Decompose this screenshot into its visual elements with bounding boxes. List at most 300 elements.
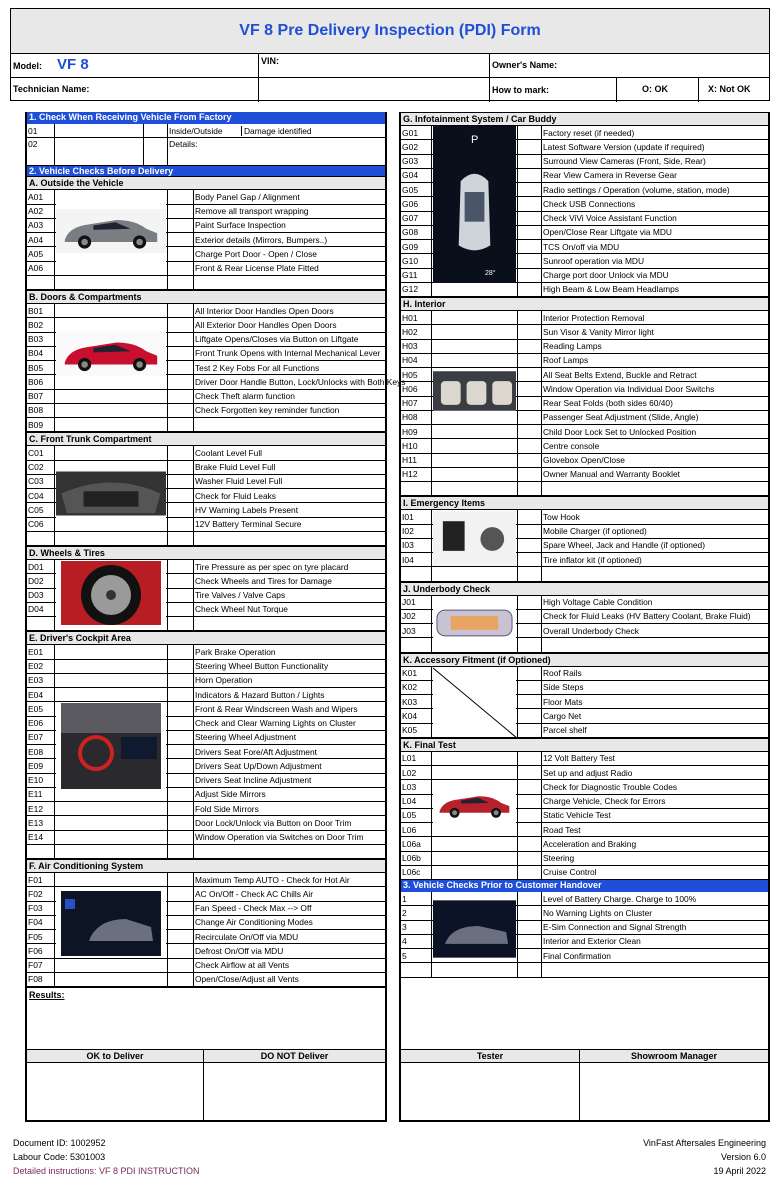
item-description: Tire Pressure as per spec on tyre placard: [195, 561, 349, 572]
mark-cell[interactable]: [517, 667, 541, 680]
item-code: F05: [28, 931, 43, 942]
mark-cell[interactable]: [167, 845, 193, 858]
mark-cell[interactable]: [517, 439, 541, 452]
mark-cell[interactable]: [517, 368, 541, 381]
item-description: Centre console: [543, 440, 600, 451]
item-code: E13: [28, 817, 44, 828]
mark-cell[interactable]: [517, 126, 541, 139]
item-code: L06a: [402, 838, 421, 849]
item-code: H01: [402, 312, 418, 323]
mark-cell[interactable]: [517, 539, 541, 552]
mark-cell[interactable]: [517, 795, 541, 808]
item-code: K02: [402, 682, 418, 693]
item-description: Check for Fluid Leaks: [195, 490, 276, 501]
item-code: C02: [28, 462, 44, 473]
item-description: Charge Port Door - Open / Close: [195, 248, 317, 259]
org-name: VinFast Aftersales Engineering: [643, 1138, 766, 1148]
item-code: G01: [402, 127, 419, 138]
mark-cell[interactable]: [517, 397, 541, 410]
model-value: VF 8: [57, 56, 89, 73]
tester-signature-box[interactable]: [401, 1064, 579, 1120]
mark-cell[interactable]: [517, 624, 541, 637]
item-description: Front & Rear License Plate Fitted: [195, 263, 319, 274]
item-description: Passenger Seat Adjustment (Slide, Angle): [543, 412, 699, 423]
item-description: Fan Speed - Check Max --> Off: [195, 903, 312, 914]
mark-cell[interactable]: [167, 759, 193, 772]
item-description: High Voltage Cable Condition: [543, 597, 653, 608]
item-code: B01: [28, 305, 44, 316]
item-description: Check and Clear Warning Lights on Cluster: [195, 718, 356, 729]
mark-cell[interactable]: [167, 902, 193, 915]
mark-cell[interactable]: [167, 233, 193, 246]
mark-cell[interactable]: [517, 866, 541, 879]
item-description: Park Brake Operation: [195, 646, 276, 657]
item-description: Latest Software Version (update if required): [543, 141, 705, 152]
mark-cell[interactable]: [517, 823, 541, 836]
mark-cell[interactable]: [167, 674, 193, 687]
item-code: G11: [402, 270, 418, 281]
item-description: Roof Lamps: [543, 355, 589, 366]
mark-cell[interactable]: [167, 190, 193, 203]
item-description: Overall Underbody Check: [543, 625, 639, 636]
details-label: Details:: [169, 139, 198, 150]
item-description: Check for Diagnostic Trouble Codes: [543, 781, 678, 792]
mark-cell[interactable]: [517, 809, 541, 822]
item-description: E-Sim Connection and Signal Strength: [543, 922, 687, 933]
item-description: Owner Manual and Warranty Booklet: [543, 469, 681, 480]
interior-seats-image: [433, 371, 516, 411]
ok-to-deliver-box[interactable]: [27, 1064, 203, 1120]
mark-cell[interactable]: [167, 503, 193, 516]
item-code: L03: [402, 781, 417, 792]
howto-label: How to mark:: [492, 85, 550, 95]
section-f-header: F. Air Conditioning System: [27, 859, 385, 873]
item-description: Coolant Level Full: [195, 447, 263, 458]
mark-cell[interactable]: [167, 347, 193, 360]
final-test-row: [401, 866, 768, 880]
item-description: Washer Fluid Level Full: [195, 476, 283, 487]
item-description: Mobile Charger (if optioned): [543, 526, 647, 537]
damage-label: Damage identified: [241, 126, 312, 136]
mark-cell[interactable]: [167, 873, 193, 886]
item-code: E01: [28, 646, 44, 657]
mark-cell[interactable]: [167, 645, 193, 658]
mark-cell[interactable]: [517, 724, 541, 737]
item-code: K03: [402, 696, 418, 707]
mark-cell[interactable]: [517, 963, 541, 976]
item-code: F02: [28, 888, 43, 899]
front-trunk-image: [56, 466, 166, 521]
item-code: E08: [28, 746, 44, 757]
document-id: Document ID: 1002952: [13, 1138, 106, 1148]
mark-cell[interactable]: [167, 688, 193, 701]
interior-row: [401, 425, 768, 439]
item-description: All Exterior Door Handles Open Doors: [195, 319, 337, 330]
item-description: Parcel shelf: [543, 725, 587, 736]
form-title: VF 8 Pre Delivery Inspection (PDI) Form: [10, 8, 770, 53]
item-code: D02: [28, 575, 44, 586]
mark-cell[interactable]: [517, 325, 541, 338]
item-code: G09: [402, 241, 419, 252]
item-description: Tow Hook: [543, 511, 580, 522]
item-code: D04: [28, 604, 44, 615]
item-description: Horn Operation: [195, 675, 253, 686]
item-code: H02: [402, 326, 418, 337]
interior-row: [401, 325, 768, 339]
item-code: A03: [28, 220, 44, 231]
mark-cell[interactable]: [167, 959, 193, 972]
mark-cell[interactable]: [167, 660, 193, 673]
mark-cell[interactable]: [167, 262, 193, 275]
frunk-row: [27, 532, 385, 546]
mark-cell[interactable]: [517, 766, 541, 779]
section-h-header: H. Interior: [401, 297, 768, 311]
emergency-row: [401, 567, 768, 581]
interior-row: [401, 411, 768, 425]
item-code: C06: [28, 519, 44, 530]
item-code: B08: [28, 405, 44, 416]
mark-cell[interactable]: [517, 454, 541, 467]
item-code: J01: [402, 597, 416, 608]
item-description: All Seat Belts Extend, Buckle and Retract: [543, 369, 697, 380]
mark-cell[interactable]: [167, 446, 193, 459]
mark-cell[interactable]: [517, 525, 541, 538]
instructions-link[interactable]: Detailed instructions: VF 8 PDI INSTRUCTION: [13, 1166, 200, 1176]
item-description: TCS On/off via MDU: [543, 241, 620, 252]
infotainment-screen-image: [433, 126, 516, 283]
mark-cell[interactable]: [167, 816, 193, 829]
interior-row: [401, 454, 768, 468]
final-test-row: [401, 766, 768, 780]
mark-cell[interactable]: [167, 916, 193, 929]
mark-cell[interactable]: [167, 930, 193, 943]
mark-cell[interactable]: [517, 695, 541, 708]
item-code: I04: [402, 554, 414, 565]
section-c-header: C. Front Trunk Compartment: [27, 432, 385, 446]
emergency-items-image: [433, 511, 516, 566]
mark-cell[interactable]: [167, 318, 193, 331]
item-description: Set up and adjust Radio: [543, 767, 633, 778]
model-label: Model:: [13, 61, 42, 71]
mark-cell[interactable]: [167, 404, 193, 417]
version: Version 6.0: [720, 1152, 766, 1162]
mark-cell[interactable]: [167, 489, 193, 502]
item-description: Change Air Conditioning Modes: [195, 917, 313, 928]
item-description: 12V Battery Terminal Secure: [195, 519, 302, 530]
item-description: Cargo Net: [543, 710, 582, 721]
item-code: H11: [402, 455, 417, 466]
item-code: C05: [28, 504, 44, 515]
mark-cell[interactable]: [517, 354, 541, 367]
item-code: L06b: [402, 853, 421, 864]
labour-code: Labour Code: 5301003: [13, 1152, 106, 1162]
cockpit-row: [27, 816, 385, 830]
mark-cell[interactable]: [167, 802, 193, 815]
mark-cell[interactable]: [517, 283, 541, 296]
mark-cell[interactable]: [167, 304, 193, 317]
mark-cell[interactable]: [167, 589, 193, 602]
mark-cell[interactable]: [167, 702, 193, 715]
do-not-deliver-box[interactable]: [204, 1064, 385, 1120]
mark-cell[interactable]: [517, 212, 541, 225]
item-code: H10: [402, 440, 418, 451]
manager-signature-box[interactable]: [580, 1064, 768, 1120]
date: 19 April 2022: [713, 1166, 766, 1176]
item-code: C04: [28, 490, 44, 501]
doors-row: [27, 404, 385, 418]
mark-cell[interactable]: [517, 567, 541, 580]
item-code: B06: [28, 376, 44, 387]
mark-cell[interactable]: [517, 155, 541, 168]
item-description: Acceleration and Braking: [543, 838, 637, 849]
mark-cell[interactable]: [517, 183, 541, 196]
item-code: J02: [402, 611, 416, 622]
item-code: K01: [402, 668, 418, 679]
mark-cell[interactable]: [517, 921, 541, 934]
item-code: G10: [402, 255, 419, 266]
item-code: H12: [402, 469, 418, 480]
mark-cell[interactable]: [517, 411, 541, 424]
mark-cell[interactable]: [517, 340, 541, 353]
mark-cell[interactable]: [167, 944, 193, 957]
vin-label: VIN:: [261, 56, 279, 66]
mark-cell[interactable]: [167, 418, 193, 431]
doors-row: [27, 390, 385, 404]
item-code: F01: [28, 874, 43, 885]
item-code: E04: [28, 689, 44, 700]
mark-cell[interactable]: [517, 906, 541, 919]
mark-cell[interactable]: [167, 475, 193, 488]
mark-cell[interactable]: [517, 140, 541, 153]
mark-cell[interactable]: [517, 269, 541, 282]
item-code: E02: [28, 661, 44, 672]
item-description: Check Forgotten key reminder function: [195, 405, 340, 416]
handover-screen-image: [433, 900, 516, 958]
mark-cell[interactable]: [167, 247, 193, 260]
frunk-row: [27, 446, 385, 460]
item-code: B09: [28, 419, 44, 430]
item-code: K05: [402, 725, 418, 736]
item-description: Remove all transport wrapping: [195, 206, 309, 217]
item-code: L06: [402, 824, 417, 835]
item-description: Check for Fluid Leaks (HV Battery Coolant, Brake Fluid): [543, 611, 751, 622]
mark-cell[interactable]: [167, 560, 193, 573]
item-code: F03: [28, 903, 43, 914]
section-d-header: D. Wheels & Tires: [27, 546, 385, 560]
mark-cell[interactable]: [167, 205, 193, 218]
mark-cell[interactable]: [517, 852, 541, 865]
section-e-header: E. Driver's Cockpit Area: [27, 631, 385, 645]
mark-cell[interactable]: [167, 745, 193, 758]
mark-cell[interactable]: [167, 219, 193, 232]
item-code: H04: [402, 355, 418, 366]
mark-cell[interactable]: [167, 717, 193, 730]
mark-cell[interactable]: [167, 831, 193, 844]
item-code: H05: [402, 369, 418, 380]
item-description: Sunroof operation via MDU: [543, 255, 645, 266]
mark-cell[interactable]: [517, 482, 541, 495]
item-code: B05: [28, 362, 44, 373]
item-code: F07: [28, 960, 43, 971]
mark-cell[interactable]: [517, 638, 541, 651]
interior-row: [401, 311, 768, 325]
mark-cell[interactable]: [517, 709, 541, 722]
item-code: C03: [28, 476, 44, 487]
item-code: A02: [28, 206, 44, 217]
mark-cell[interactable]: [517, 254, 541, 267]
item-description: Tire inflator kit (if optioned): [543, 554, 642, 565]
final-test-row: [401, 752, 768, 766]
mark-cell[interactable]: [167, 774, 193, 787]
item-description: 12 Volt Battery Test: [543, 753, 616, 764]
mark-cell[interactable]: [167, 333, 193, 346]
notok-legend: X: Not OK: [708, 84, 751, 94]
cockpit-row: [27, 788, 385, 802]
item-code: E05: [28, 703, 44, 714]
section-i-header: I. Emergency Items: [401, 496, 768, 510]
handover-row: [401, 963, 768, 977]
section-b-header: B. Doors & Compartments: [27, 290, 385, 304]
item-description: AC On/Off - Check AC Chills Air: [195, 888, 314, 899]
section-2-title: 2. Vehicle Checks Before Delivery: [27, 166, 385, 178]
mark-cell[interactable]: [517, 169, 541, 182]
mark-cell[interactable]: [167, 788, 193, 801]
item-code: 1: [402, 893, 407, 904]
technician-label: Technician Name:: [13, 84, 90, 94]
gear-indicator: P: [471, 134, 479, 146]
cockpit-row: [27, 802, 385, 816]
item-description: Radio settings / Operation (volume, station, mode): [543, 184, 730, 195]
item-description: Sun Visor & Vanity Mirror light: [543, 326, 654, 337]
item-code: F04: [28, 917, 43, 928]
do-not-deliver-label: DO NOT Deliver: [260, 1051, 329, 1061]
details-row: [27, 138, 385, 166]
mark-cell[interactable]: [167, 461, 193, 474]
item-description: Liftgate Opens/Closes via Button on Liftgate: [195, 334, 359, 345]
interior-row: [401, 354, 768, 368]
mark-cell[interactable]: [517, 468, 541, 481]
item-code: E11: [28, 789, 43, 800]
mark-cell[interactable]: [517, 681, 541, 694]
item-description: Door Lock/Unlock via Button on Door Trim: [195, 817, 352, 828]
mark-cell[interactable]: [517, 610, 541, 623]
outside-row: [27, 276, 385, 290]
mark-cell[interactable]: [517, 596, 541, 609]
item-description: Exterior details (Mirrors, Bumpers..): [195, 234, 328, 245]
ok-legend: O: OK: [642, 84, 668, 94]
mark-cell[interactable]: [167, 574, 193, 587]
mark-cell[interactable]: [517, 382, 541, 395]
item-description: Side Steps: [543, 682, 584, 693]
mark-cell[interactable]: [167, 361, 193, 374]
owner-label: Owner's Name:: [492, 60, 558, 70]
mark-cell[interactable]: [167, 532, 193, 545]
mark-cell[interactable]: [167, 603, 193, 616]
item-description: Tire Valves / Valve Caps: [195, 590, 286, 601]
item-code: H07: [402, 398, 418, 409]
mark-cell[interactable]: [517, 837, 541, 850]
item-code: E07: [28, 732, 44, 743]
section-g-header: G. Infotainment System / Car Buddy: [401, 112, 768, 126]
mark-cell[interactable]: [517, 553, 541, 566]
cockpit-row: [27, 688, 385, 702]
mark-cell[interactable]: [167, 731, 193, 744]
item-code: 2: [402, 907, 407, 918]
item-code: 5: [402, 950, 407, 961]
item-code: L06c: [402, 867, 421, 878]
mark-cell[interactable]: [167, 518, 193, 531]
item-code: L04: [402, 796, 417, 807]
cockpit-row: [27, 660, 385, 674]
item-code: A01: [28, 191, 44, 202]
mark-cell[interactable]: [517, 949, 541, 962]
item-code: G02: [402, 141, 419, 152]
mark-cell[interactable]: [517, 892, 541, 905]
item-description: No Warning Lights on Cluster: [543, 907, 653, 918]
section-k-header: K. Accessory Fitment (if Optioned): [401, 653, 768, 667]
item-description: Open/Close/Adjust all Vents: [195, 974, 299, 985]
item-code: G06: [402, 198, 419, 209]
mark-cell[interactable]: [167, 390, 193, 403]
item-code: G05: [402, 184, 419, 195]
item-code: 3: [402, 922, 407, 933]
item-code: E09: [28, 760, 44, 771]
final-test-row: [401, 852, 768, 866]
underbody-image: [433, 602, 516, 642]
mark-cell[interactable]: [167, 887, 193, 900]
mark-cell[interactable]: [517, 226, 541, 239]
mark-cell[interactable]: [167, 276, 193, 289]
item-description: Defrost On/Off via MDU: [195, 945, 284, 956]
mark-cell[interactable]: [517, 240, 541, 253]
mark-cell[interactable]: [167, 617, 193, 630]
item-description: Maximum Temp AUTO - Check for Hot Air: [195, 874, 350, 885]
item-code: E12: [28, 803, 44, 814]
item-description: Fold Side Mirrors: [195, 803, 259, 814]
mark-cell[interactable]: [517, 425, 541, 438]
item-description: Steering Wheel Button Functionality: [195, 661, 329, 672]
mark-cell[interactable]: [167, 375, 193, 388]
mark-cell[interactable]: [517, 311, 541, 324]
mark-cell[interactable]: [517, 935, 541, 948]
mark-cell[interactable]: [167, 973, 193, 986]
item-description: Charge port door Unlock via MDU: [543, 270, 669, 281]
section-3-title: 3. Vehicle Checks Prior to Customer Handover: [401, 880, 768, 892]
item-code: 4: [402, 936, 407, 947]
inside-outside-label: Inside/Outside: [169, 125, 223, 136]
item-code: H06: [402, 383, 418, 394]
item-description: Driver Door Handle Button, Lock/Unlocks with Both Keys: [195, 376, 406, 387]
item-code: H08: [402, 412, 418, 423]
item-code: I02: [402, 526, 414, 537]
section-1-title: 1. Check When Receiving Vehicle From Factory: [27, 112, 385, 124]
mark-cell[interactable]: [517, 780, 541, 793]
mark-cell[interactable]: [517, 197, 541, 210]
item-description: Window Operation via Individual Door Switchs: [543, 383, 715, 394]
item-description: Interior Protection Removal: [543, 312, 645, 323]
item-description: Brake Fluid Level Full: [195, 462, 276, 473]
aircon-screen-image: [56, 891, 166, 956]
mark-cell[interactable]: [517, 752, 541, 765]
item-description: Reading Lamps: [543, 341, 602, 352]
item-description: All Interior Door Handles Open Doors: [195, 305, 334, 316]
item-code: E03: [28, 675, 44, 686]
header-block: [10, 53, 770, 101]
item-description: Factory reset (if needed): [543, 127, 635, 138]
manager-label: Showroom Manager: [630, 1051, 717, 1061]
mark-cell[interactable]: [517, 510, 541, 523]
item-code: K04: [402, 710, 418, 721]
